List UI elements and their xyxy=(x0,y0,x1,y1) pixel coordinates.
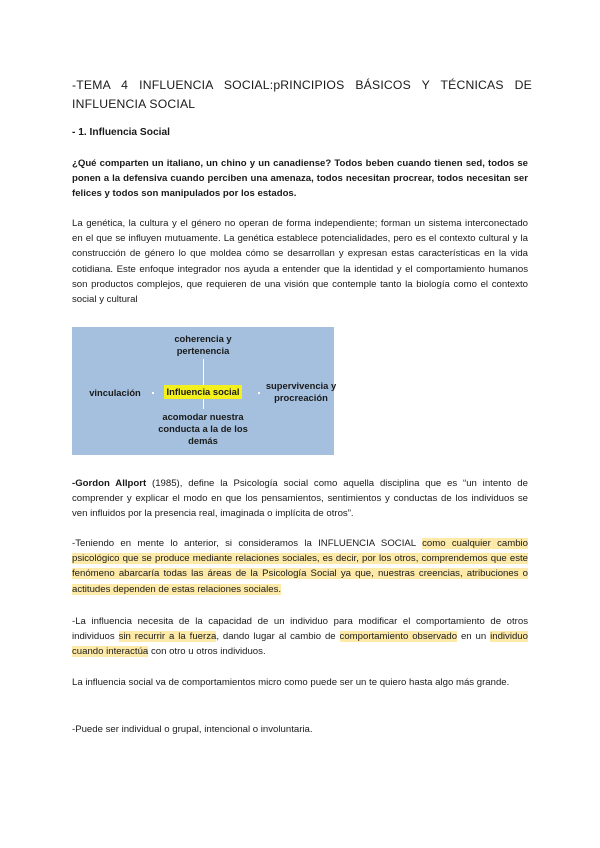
individual-group-paragraph: -Puede ser individual o grupal, intencional o involuntaria. xyxy=(72,724,313,735)
diagram-connector-top xyxy=(203,359,204,385)
capacity-text-c: , dando lugar al cambio de xyxy=(216,631,340,643)
allport-name: -Gordon Allport xyxy=(72,478,147,489)
genetics-paragraph: La genética, la cultura y el género no operan de forma independiente; forman un sistema interconectado en el que se influyen mutuamente. La genética establece potencialidades, pero es el contexto cultural y la construcción de género lo que moldea cómo se desarrollan y expresan estas características en la vida cotidiana. Este enfoque integrador nos ayuda a entender que la identidad y el comportamiento humanos son productos complejos, que requieren de una visión que contemple tanto la biología como el contexto social y cultural xyxy=(72,218,528,306)
diagram-connector-bottom xyxy=(203,399,204,409)
capacity-text-a: -La influencia necesita de la capacidad de un individuo para modificar el comportamiento de otros individuos xyxy=(72,616,528,643)
micro-behavior-paragraph: La influencia social va de comportamientos micro como puede ser un te quiero hasta algo más grande. xyxy=(72,677,510,688)
diagram-left-label: vinculación xyxy=(89,387,141,398)
social-influence-intro: -Teniendo en mente lo anterior, si consideramos la INFLUENCIA SOCIAL xyxy=(72,538,423,549)
diagram-right-label: supervivencia y procreación xyxy=(265,380,337,403)
diagram-connector-right xyxy=(258,392,260,394)
diagram-center-label: Influencia social xyxy=(164,385,242,399)
capacity-highlight-interactua: individuo cuando interactúa xyxy=(72,631,528,658)
social-influence-paragraph xyxy=(72,536,528,597)
social-influence-highlight: como cualquier cambio psicológico que se produce mediante relaciones sociales, es decir, por los otros, comprendemos que este fenómeno abarcaría todas las áreas de la Psicología Social ya que, nuestras creencias, atribuciones o actitudes dependen de estas relaciones sociales. xyxy=(72,538,528,595)
capacity-text-e: en un xyxy=(457,631,491,643)
diagram-top-label: coherencia y pertenencia xyxy=(174,333,232,356)
document-title: -TEMA 4 INFLUENCIA SOCIAL:pRINCIPIOS BÁSICOS Y TÉCNICAS DE INFLUENCIA SOCIAL xyxy=(72,78,532,111)
intro-question-paragraph: ¿Qué comparten un italiano, un chino y un canadiense? Todos beben cuando tienen sed, todos se ponen a la defensiva cuando perciben una amenaza, todos necesitan procrear, todos necesitan ser felices y todos son manipulados por los estados. xyxy=(72,158,528,200)
capacity-highlight-comportamiento: comportamiento observado xyxy=(339,631,458,643)
capacity-paragraph xyxy=(72,614,528,660)
diagram-connector-left xyxy=(152,392,154,394)
capacity-text-g: con otro u otros individuos. xyxy=(148,646,266,658)
allport-definition: , define la Psicología social como aquella disciplina que es “un intento de comprender y explicar el modo en que los pensamientos, sentimientos y conductas de los individuos se ven influidos por la presencia real, imaginada o implícita de otros”. xyxy=(72,478,528,520)
capacity-highlight-fuerza: sin recurrir a la fuerza xyxy=(118,631,217,643)
section-heading: - 1. Influencia Social xyxy=(72,127,170,138)
diagram-bottom-label: acomodar nuestra conducta a la de los demás xyxy=(158,411,248,446)
allport-year: (1985) xyxy=(146,478,180,489)
allport-paragraph xyxy=(72,476,528,522)
